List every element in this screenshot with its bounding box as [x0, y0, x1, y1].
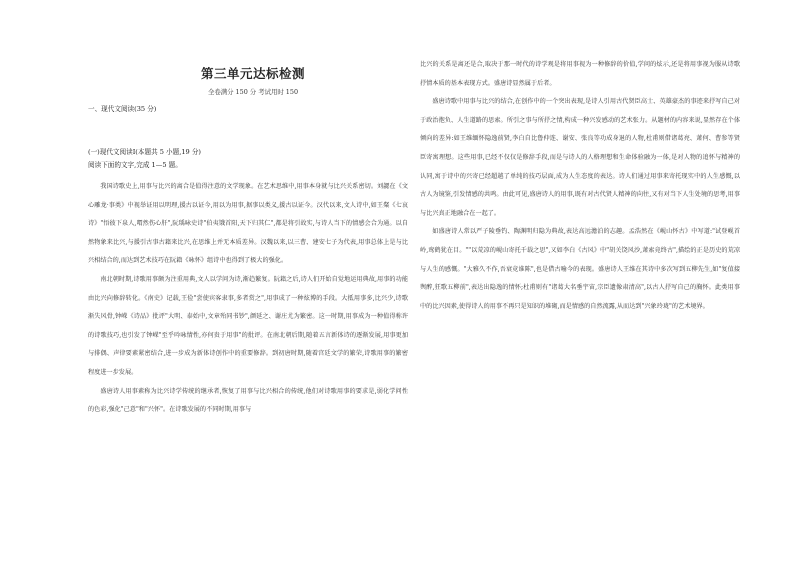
subsection-heading: (一)现代文阅读Ⅰ(本题共 5 小题,19 分) — [88, 148, 201, 156]
paragraph: 如盛唐诗人常以严子陵垂钓、陶渊明归隐为典故,表达高远澹泊的志趣。孟浩然在《岘山怀古》中写道:"试登岘首岭,鸾鹤犹在目。""以荒凉的岘山寄托千载之思",又如李白《古风》中"胡关饶风沙,萧索竟终古",描绘的正是历史的荒凉与人生的感慨。"大雅久不作,吾衰竟谁陈",也是借古喻今的表现。盛唐诗人王维在其诗中多次写到五柳先生,如"复值接舆醉,狂歌五柳前",表达出隐逸的情怀;杜甫则有"诸葛大名垂宇宙,宗臣遗像肃清高",以古人抒写自己的胸怀。此类用事中的比兴因素,使得诗人的用事不再只是知识的堆砌,而是情感的自然流露,从而达到"兴象玲珑"的艺术境界。 — [420, 228, 740, 310]
paragraph: 盛唐诗人用事素称为比兴诗学传统的继承者,恢复了用事与比兴相合的传统,他们对诗歌用事的要求是,弱化学问性的色彩,强化"己意"和"兴怀"。在诗歌发展的不同时期,用事与 — [88, 387, 408, 414]
reading-instruction: 阅读下面的文字,完成 1—5 题。 — [88, 161, 182, 169]
right-column-text — [420, 56, 740, 316]
paragraph: 盛唐诗歌中用事与比兴的结合,在创作中的一个突出表现,是诗人引用古代贤臣高士、英雄豪杰的事迹来抒写自己对于政治抱负、人生道路的思索。所引之事与所抒之情,构成一种兴发感动的艺术张力。从题材的内容来说,显然存在个体倾向的差异:如王维缅怀隐逸前贤,李白自比鲁仲连、谢安、张良等功成身退的人物,杜甫则借诸葛亮、萧何、曹参等贤臣寄寓理想。这些用事,已经不仅仅是修辞手段,而是与诗人的人格理想和生命体验融为一体,是对人物的追怀与精神的认同,寓于诗中的兴寄已经超越了单纯的技巧层面,成为人生态度的表达。诗人们通过用事来寄托现实中的人生感慨,以古人为镜鉴,引发情感的共鸣。由此可见,盛唐诗人的用事,既有对古代贤人精神的向往,又有对当下人生处境的思考,用事与比兴真正地融合在一起了。 — [420, 98, 740, 217]
left-column-text — [88, 178, 408, 420]
paragraph: 比兴的关系是离还是合,取决于那一时代的诗学观是将用事视为一种修辞的价值,学问的炫示,还是将用事视为服从诗歌抒情本质的基本表现方式。盛唐诗显然属于后者。 — [420, 61, 740, 87]
paragraph: 南北朝时期,诗歌用事颇为注重用典,文人以学问为诗,渐趋繁复。阮籍之后,诗人们开始自觉地运用典故,用事的功能由比兴向修辞转化。《南史》记载,王俭"尝使宾客隶事,多者赏之",用事成了一种炫博的手段。大抵用事多,比兴少,诗歌渐失风骨,钟嵘《诗品》批评"大明、泰始中,文章殆同书钞",颜延之、谢庄尤为繁密。这一时期,用事成为一种值得称许的诗歌技巧,也引发了钟嵘"至乎吟咏情性,亦何贵于用事"的批评。在南北朝后期,随着五言新体诗的逐渐发展,用事更加与排偶、声律要素紧密结合,进一步成为新体诗创作中的重要修辞。到初唐时期,随着宫廷文学的繁荣,诗歌用事的繁密程度进一步发展。 — [88, 275, 408, 376]
exam-info: 全卷满分 150 分 考试用时 150 — [207, 88, 299, 96]
section-heading: 一、现代文阅读(35 分) — [88, 105, 157, 113]
page-title: 第三单元达标检测 — [200, 66, 305, 81]
paragraph: 我国诗歌史上,用事与比兴的离合是值得注意的文学现象。在艺术思维中,用事本身就与比兴关系密切。刘勰在《文心雕龙·事类》中视举证用以明理,援古以证今,用以为用事,据事以类义,援古以证今。汉代以来,文人诗中,如王粲《七哀诗》"悟彼下泉人,喟然伤心肝",阮瑀咏史诗"伯夷饿首阳,天下归其仁",都是将引故实,与诗人当下的情感会合为通。以自然物象来比兴,与援引古事古籍来比兴,在思维上并无本质差异。汉魏以来,以三曹、建安七子为代表,用事总体上是与比兴相结合的,而达到艺术技巧在阮籍《咏怀》组诗中也得到了极大的强化。 — [88, 183, 408, 265]
